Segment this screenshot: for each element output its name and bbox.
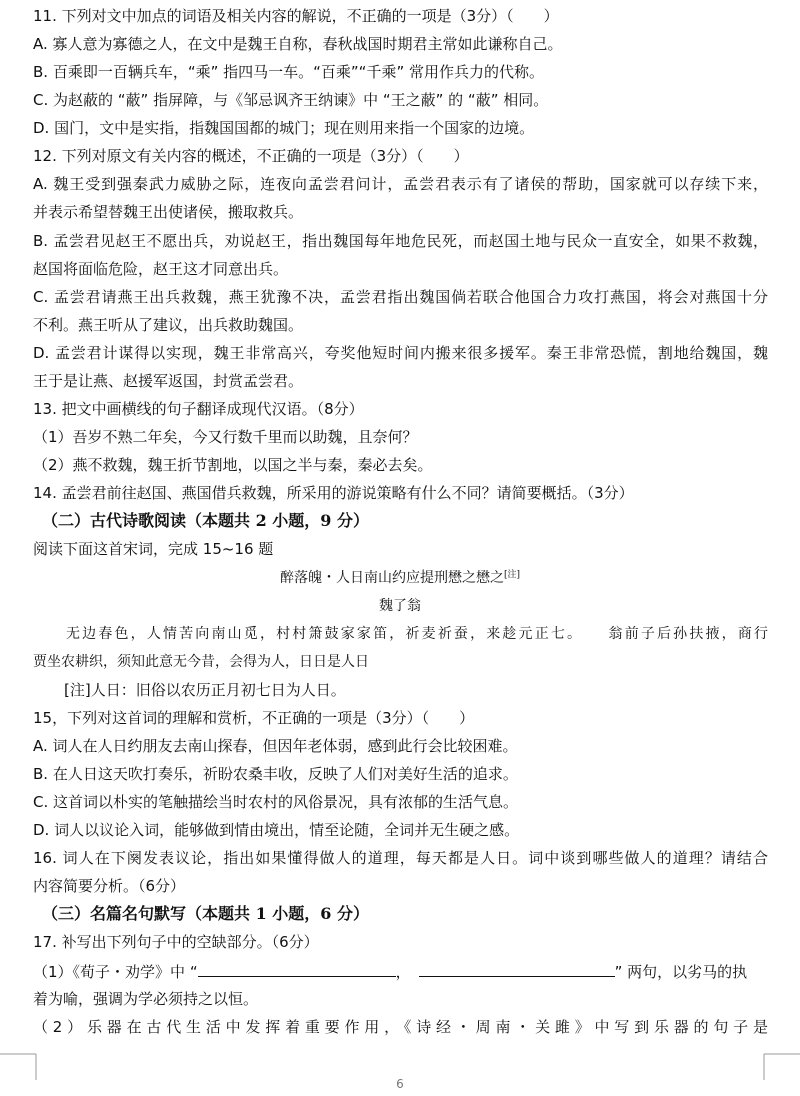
reading-instruction: 阅读下面这首宋词，完成 15~16 题	[33, 540, 274, 558]
q17-item-1-continued: 着为喻，强调为学必须持之以恒。	[33, 990, 259, 1008]
q11-option-c: C. 为赵蔽的 “蔽” 指屏障，与《邹忌讽齐王纳谏》中 “王之蔽” 的 “蔽” 相同。	[33, 91, 549, 109]
q12-option-a-line2: 并表示希望替魏王出使诸侯，搬取救兵。	[33, 203, 304, 221]
q17-item-2: （2）乐器在古代生活中发挥着重要作用，《诗经・周南・关雎》中写到乐器的句子是	[33, 1018, 768, 1036]
q15-option-a: A. 词人在人日约朋友去南山探春，但因年老体弱，感到此行会比较困难。	[33, 737, 518, 755]
q11-option-d: D. 国门，文中是实指，指魏国国都的城门；现在则用来指一个国家的边境。	[33, 119, 535, 137]
q17-item-1	[33, 961, 768, 982]
q17-item-1-comma: ，	[395, 963, 411, 981]
q11-option-a: A. 寡人意为寡德之人，在文中是魏王自称，春秋战国时期君主常如此谦称自己。	[33, 35, 563, 53]
page-number: 6	[396, 1077, 404, 1091]
question-13: 13. 把文中画横线的句子翻译成现代汉语。（8分）	[33, 400, 364, 418]
question-16-line1: 16. 词人在下阕发表议论，指出如果懂得做人的道理，每天都是人日。词中谈到哪些做人的道理？请结合	[33, 849, 768, 867]
q17-item-1-suffix: ” 两句，以劣马的执	[614, 963, 748, 981]
poem-line-1: 无边春色，人情苦向南山觅，村村箫鼓家家笛，祈麦祈蚕，来趁元正七。 翁前子后孙扶掖，商行	[66, 626, 768, 642]
section-heading-dictation: （三）名篇名句默写（本题共 1 小题，6 分）	[42, 904, 369, 923]
question-12: 12. 下列对原文有关内容的概述，不正确的一项是（3分）（ ）	[33, 147, 469, 165]
poem-title	[0, 568, 800, 588]
poem-author: 魏了翁	[379, 598, 421, 614]
crop-mark-bottom-left	[0, 1040, 40, 1080]
q11-option-b: B. 百乘即一百辆兵车，“乘” 指四马一车。“百乘”“千乘” 常用作兵力的代称。	[33, 63, 544, 81]
question-14: 14. 孟尝君前往赵国、燕国借兵救魏，所采用的游说策略有什么不同？请简要概括。（3分）	[33, 484, 634, 502]
q12-option-b-line1: B. 孟尝君见赵王不愿出兵，劝说赵王，指出魏国每年地危民死，而赵国土地与民众一直安全，如果不救魏，	[33, 232, 768, 250]
q15-option-b: B. 在人日这天吹打奏乐，祈盼农桑丰收，反映了人们对美好生活的追求。	[33, 765, 518, 783]
question-17: 17. 补写出下列句子中的空缺部分。（6分）	[33, 933, 319, 951]
poem-footnote: [注]人日：旧俗以农历正月初七日为人日。	[64, 681, 346, 699]
poem-line-2: 贾坐农耕织，须知此意无今昔，会得为人，日日是人日	[33, 654, 369, 670]
q12-option-a-line1: A. 魏王受到强秦武力威胁之际，连夜向孟尝君问计，孟尝君表示有了诸侯的帮助，国家就可以存续下来，	[33, 175, 768, 193]
q15-option-c: C. 这首词以朴实的笔触描绘当时农村的风俗景况，具有浓郁的生活气息。	[33, 793, 519, 811]
poem-title-text: 醉落魄・人日南山约应提刑懋之懋之	[279, 570, 504, 586]
section-heading-poetry: （二）古代诗歌阅读（本题共 2 小题，9 分）	[42, 511, 369, 530]
q12-option-c-line1: C. 孟尝君请燕王出兵救魏，燕王犹豫不决，孟尝君指出魏国倘若联合他国合力攻打燕国，将会对燕国十分	[33, 288, 768, 306]
q15-option-d: D. 词人以议论入词，能够做到情由境出，情至论随，全词并无生硬之感。	[33, 821, 520, 839]
q13-item-2: （2）燕不救魏，魏王折节割地，以国之半与秦，秦必去矣。	[33, 456, 433, 474]
crop-mark-bottom-right	[760, 1040, 800, 1080]
q12-option-d-line2: 王于是让燕、赵援军返国，封赏孟尝君。	[33, 372, 304, 390]
poem-note-mark: [注]	[503, 570, 521, 580]
q12-option-d-line1: D. 孟尝君计谋得以实现，魏王非常高兴，夸奖他短时间内搬来很多援军。秦王非常恐慌，割地给魏国，魏	[33, 344, 768, 362]
q12-option-b-line2: 赵国将面临危险，赵王这才同意出兵。	[33, 260, 289, 278]
q13-item-1: （1）吾岁不熟二年矣，今又行数千里而以助魏，且奈何？	[33, 428, 418, 446]
q12-option-c-line2: 不利。燕王听从了建议，出兵救助魏国。	[33, 316, 304, 334]
question-15: 15，下列对这首词的理解和赏析，不正确的一项是（3分）（ ）	[33, 709, 475, 727]
answer-blank-1[interactable]	[198, 961, 396, 977]
answer-blank-2[interactable]	[419, 961, 615, 977]
question-11: 11. 下列对文中加点的词语及相关内容的解说，不正确的一项是（3分）（ ）	[33, 7, 559, 25]
q17-item-1-prefix: （1）《荀子・劝学》中 “	[33, 963, 198, 981]
question-16-line2: 内容简要分析。（6分）	[33, 877, 186, 895]
